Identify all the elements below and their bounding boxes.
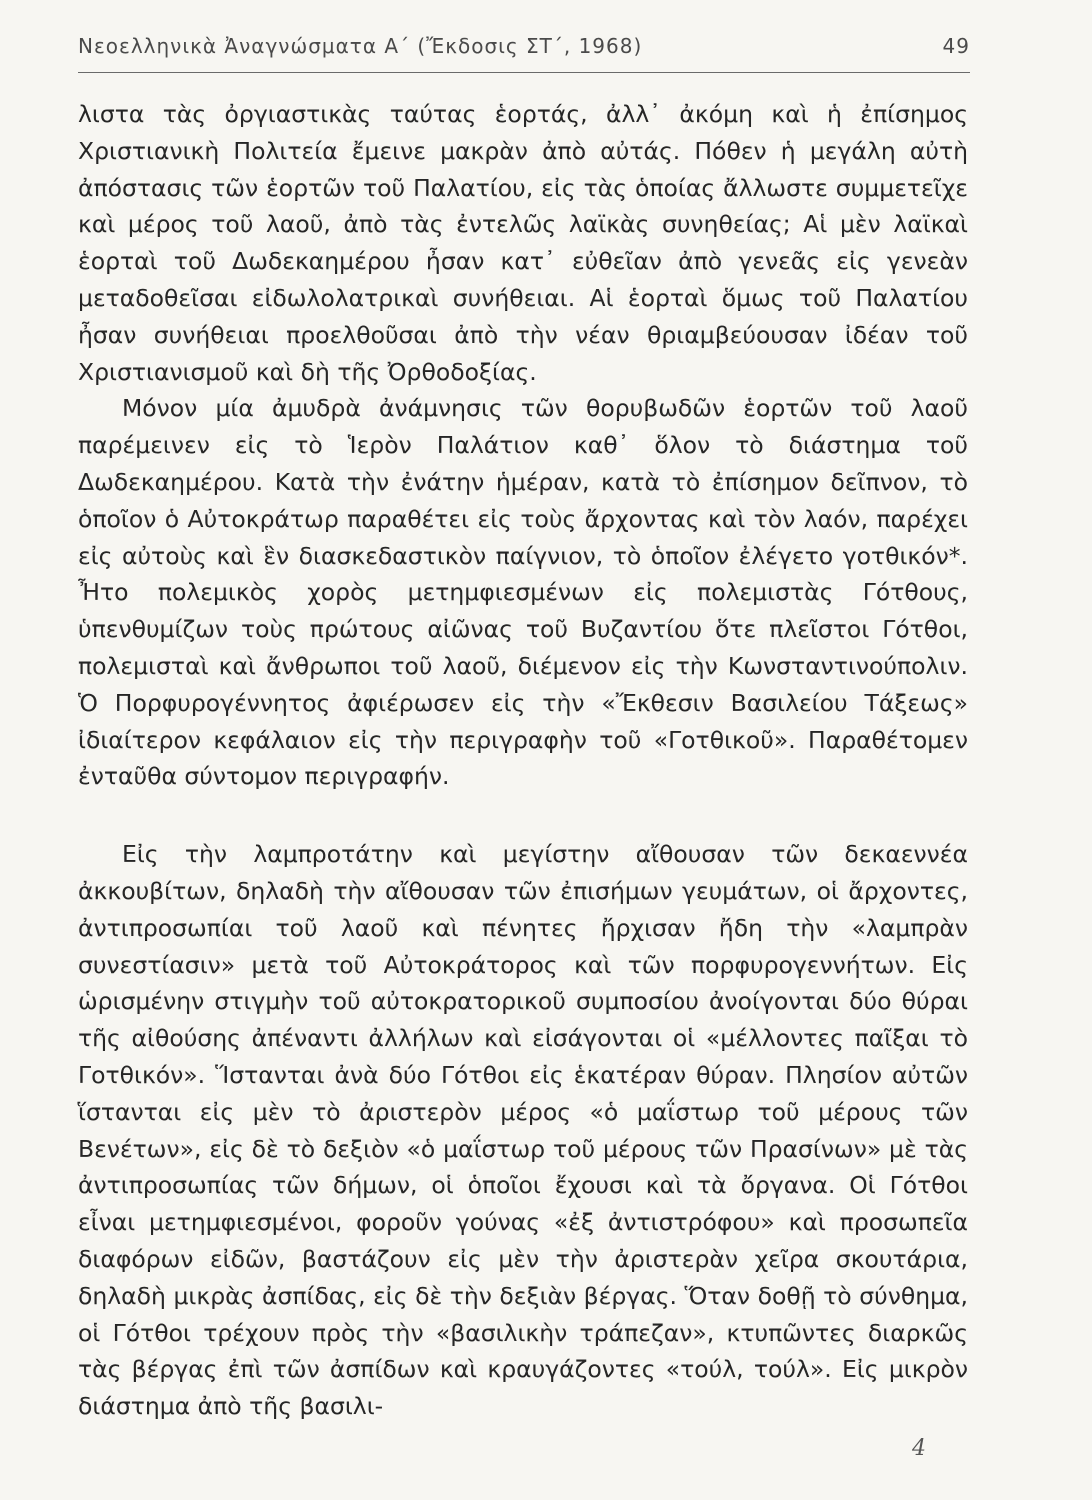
paragraph-1: λιστα τὰς ὀργιαστικὰς ταύτας ἑορτάς, ἀλλ᾽ ἀκόμη καὶ ἡ ἐπίσημος Χριστιανικὴ Πολιτεία ἔμεινε μακρὰν ἀπὸ αὐτάς. Πόθεν ἡ μεγάλη αὐτὴ ἀπόστασις τῶν ἑορτῶν τοῦ Παλατίου, εἰς τὰς ὁποίας ἄλλωστε συμμετεῖχε καὶ μέρος τοῦ λαοῦ, ἀπὸ τὰς ἐντελῶς λαϊκὰς συνηθείας; Αἱ μὲν λαϊκαὶ ἑορταὶ τοῦ Δωδεκαημέρου ἦσαν κατ᾽ εὐθεῖαν ἀπὸ γενεᾶς εἰς γενεὰν μεταδοθεῖσαι εἰδωλολατρικαὶ συνήθειαι. Αἱ ἑορταὶ ὅμως τοῦ Παλατίου ἦσαν συνήθειαι προελθοῦσαι ἀπὸ τὴν νέαν θριαμβεύουσαν ἰδέαν τοῦ Χριστιανισμοῦ καὶ δὴ τῆς Ὀρθοδοξίας. [78,100,968,386]
header-rule [78,72,970,73]
body-text [78,96,968,1425]
running-title: Νεοελληνικὰ Ἀναγνώσματα Α΄ (Ἔκδοσις ΣΤ΄, 1968) [78,34,643,58]
paragraph-2: Μόνον μία ἀμυδρὰ ἀνάμνησις τῶν θορυβωδῶν ἑορτῶν τοῦ λαοῦ παρέμεινεν εἰς τὸ Ἱερὸν Παλάτιον καθ᾽ ὅλον τὸ διάστημα τοῦ Δωδεκαημέρου. Κατὰ τὴν ἐνάτην ἡμέραν, κατὰ τὸ ἐπίσημον δεῖπνον, τὸ ὁποῖον ὁ Αὐτοκράτωρ παραθέτει εἰς τοὺς ἄρχοντας καὶ τὸν λαόν, παρέχει εἰς αὐτοὺς καὶ ἓν διασκεδαστικὸν παίγνιον, τὸ ὁποῖον ἐλέγετο γοτθικόν*. Ἦτο πολεμικὸς χορὸς μετημφιεσμένων εἰς πολεμιστὰς Γότθους, ὑπενθυμίζων τοὺς πρώτους αἰῶνας τοῦ Βυζαντίου ὅτε πλεῖστοι Γότθοι, πολεμισταὶ καὶ ἄνθρωποι τοῦ λαοῦ, διέμενον εἰς τὴν Κωνσταντινούπολιν. Ὁ Πορφυρογέννητος ἀφιέρωσεν εἰς τὴν «Ἔκθεσιν Βασιλείου Τάξεως» ἰδιαίτερον κεφάλαιον εἰς τὴν περιγραφὴν τοῦ «Γοτθικοῦ». Παραθέτομεν ἐνταῦθα σύντομον περιγραφήν. [78,394,968,791]
section-gap [78,795,968,836]
page-number: 49 [942,34,970,58]
paragraph-3: Εἰς τὴν λαμπροτάτην καὶ μεγίστην αἴθουσαν τῶν δεκαεννέα ἀκκουβίτων, δηλαδὴ τὴν αἴθουσαν τῶν ἐπισήμων γευμάτων, οἱ ἄρχοντες, ἀντιπροσωπίαι τοῦ λαοῦ καὶ πένητες ἤρχισαν ἤδη τὴν «λαμπρὰν συνεστίασιν» μετὰ τοῦ Αὐτοκράτορος καὶ τῶν πορφυρογεννήτων. Εἰς ὡρισμένην στιγμὴν τοῦ αὐτοκρατορικοῦ συμποσίου ἀνοίγονται δύο θύραι τῆς αἰθούσης ἀπέναντι ἀλλήλων καὶ εἰσάγονται οἱ «μέλλοντες παῖξαι τὸ Γοτθικόν». Ἵστανται ἀνὰ δύο Γότθοι εἰς ἑκατέραν θύραν. Πλησίον αὐτῶν ἵστανται εἰς μὲν τὸ ἀριστερὸν μέρος «ὁ μαΐστωρ τοῦ μέρους τῶν Βενέτων», εἰς δὲ τὸ δεξιὸν «ὁ μαΐστωρ τοῦ μέρους τῶν Πρασίνων» μὲ τὰς ἀντιπροσωπίας τῶν δήμων, οἱ ὁποῖοι ἔχουσι καὶ τὰ ὄργανα. Οἱ Γότθοι εἶναι μετημφιεσμένοι, φοροῦν γούνας «ἐξ ἀντιστρόφου» καὶ προσωπεῖα διαφόρων εἰδῶν, βαστάζουν εἰς μὲν τὴν ἀριστερὰν χεῖρα σκουτάρια, δηλαδὴ μικρὰς ἀσπίδας, εἰς δὲ τὴν δεξιὰν βέργας. Ὅταν δοθῇ τὸ σύνθημα, οἱ Γότθοι τρέχουν πρὸς τὴν «βασιλικὴν τράπεζαν», κτυπῶντες διαρκῶς τὰς βέργας ἐπὶ τῶν ἀσπίδων καὶ κραυγάζοντες «τούλ, τούλ». Εἰς μικρὸν διάστημα ἀπὸ τῆς βασιλι- [78,840,968,1421]
running-header [78,34,970,68]
signature-mark: 4 [912,1436,926,1461]
